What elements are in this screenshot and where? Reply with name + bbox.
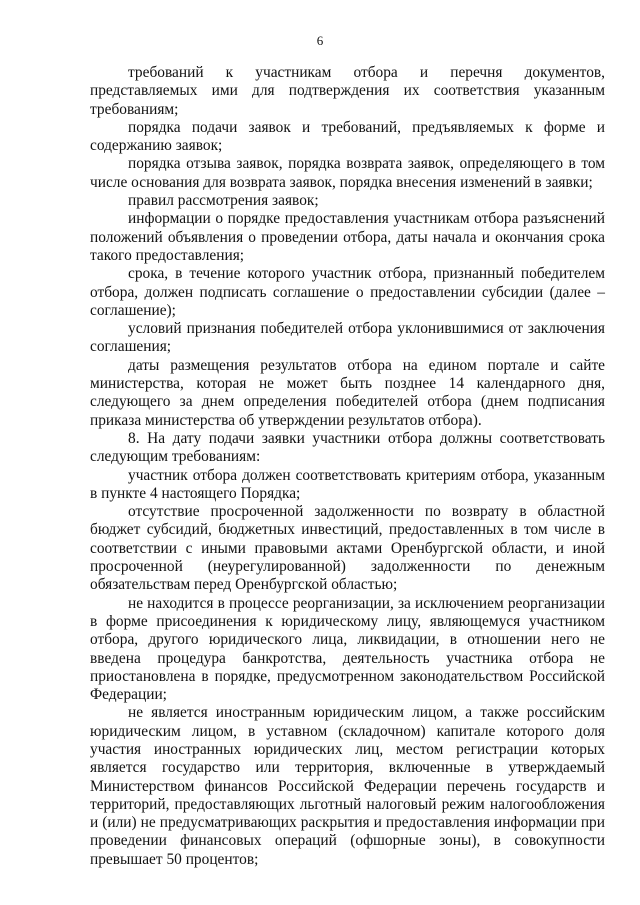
paragraph-evasion-conditions: условий признания победителей отбора уклонившимися от заключения соглашения; — [90, 320, 605, 356]
paragraph-not-foreign-entity: не является иностранным юридическим лицом, а также российским юридическим лицом, в уставном (складочном) капитале которого доля участия иностранных юридических лиц, местом регистрации которых является государство или территория, включенные в утверждаемый Министерством финансов Российской Федерации перечень государств и территорий, предоставляющих льготный налоговый режим налогообложения и (или) не предусматривающих раскрытия и предоставления информации при проведении финансовых операций (офшорные зоны), в совокупности превышает 50 процентов; — [90, 704, 605, 868]
paragraph-clause-8: 8. На дату подачи заявки участники отбора должны соответствовать следующим требованиям: — [90, 429, 605, 466]
paragraph-requirements-documents: требований к участникам отбора и перечня документов, представляемых ими для подтверждения их соответствия указанным требованиям; — [90, 64, 605, 118]
paragraph-no-overdue-debt: отсутствие просроченной задолженности по возврату в областной бюджет субсидий, бюджетных инвестиций, предоставленных в том числе в соответствии с иными правовыми актами Оренбургской области, и иной просроченной (неурегулированной) задолженности по денежным обязательствам перед Оренбургской областью; — [90, 503, 605, 594]
paragraph-clarifications: информации о порядке предоставления участникам отбора разъяснений положений объявления о проведении отбора, даты начала и окончания срока такого предоставления; — [90, 210, 605, 264]
paragraph-criteria-compliance: участник отбора должен соответствовать критериям отбора, указанным в пункте 4 настоящего Порядка; — [90, 466, 605, 502]
document-body — [90, 64, 605, 869]
paragraph-application-withdrawal: порядка отзыва заявок, порядка возврата заявок, определяющего в том числе основания для возврата заявок, порядка внесения изменений в заявки; — [90, 155, 605, 191]
page-number: 6 — [316, 33, 324, 48]
paragraph-agreement-deadline: срока, в течение которого участник отбора, признанный победителем отбора, должен подписать соглашение о предоставлении субсидии (далее – соглашение); — [90, 265, 605, 319]
paragraph-no-reorganization: не находится в процессе реорганизации, за исключением реорганизации в форме присоединения к юридическому лицу, являющемуся участником отбора, другого юридического лица, ликвидации, в отношении него не введена процедура банкротства, деятельность участника отбора не приостановлена в порядке, предусмотренном законодательством Российской Федерации; — [90, 594, 605, 704]
paragraph-results-publication: даты размещения результатов отбора на едином портале и сайте министерства, которая не может быть позднее 14 календарного дня, следующего за днем определения победителей отбора (днем подписания приказа министерства об утверждении результатов отбора). — [90, 356, 605, 429]
paragraph-application-procedure: порядка подачи заявок и требований, предъявляемых к форме и содержанию заявок; — [90, 118, 605, 155]
paragraph-review-rules: правил рассмотрения заявок; — [128, 192, 319, 210]
